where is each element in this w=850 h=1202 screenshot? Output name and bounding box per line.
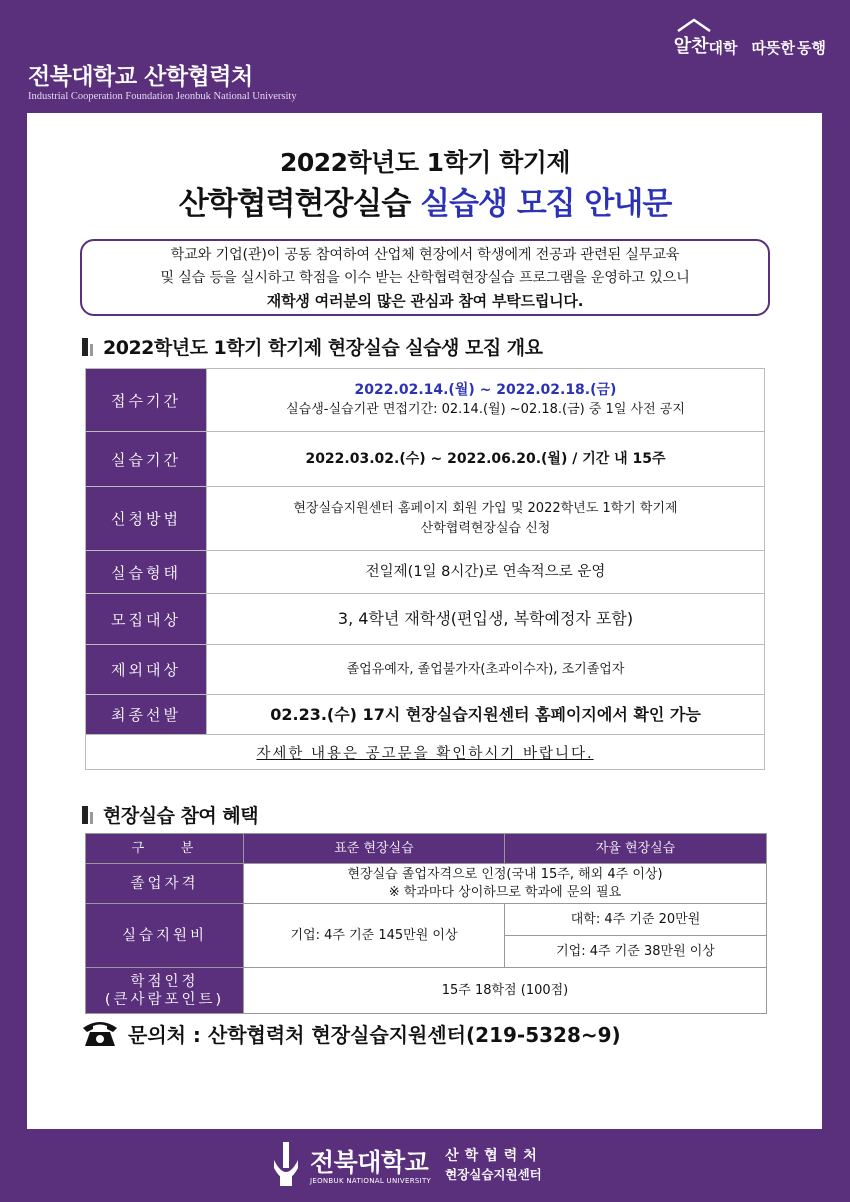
contact-text: 문의처 : 산학협력처 현장실습지원센터(219-5328~9) [128, 1022, 621, 1047]
intro-line3: 재학생 여러분의 많은 관심과 참여 부탁드립니다. [266, 292, 584, 310]
table-row [86, 487, 765, 551]
row-value: 졸업유예자, 졸업불가자(초과이수자), 조기졸업자 [207, 645, 765, 695]
column-header: 구 분 [86, 834, 244, 864]
notice-note: 자세한 내용은 공고문을 확인하시기 바랍니다. [86, 735, 765, 770]
footer-univ-name: 전북대학교 [310, 1148, 429, 1177]
section2-heading [82, 801, 258, 828]
slogan-word-a: 알찬 [673, 36, 709, 57]
table-row [86, 594, 765, 645]
row-key: 제외대상 [86, 645, 207, 695]
row-value: 02.23.(수) 17시 현장실습지원센터 홈페이지에서 확인 가능 [207, 695, 765, 735]
footer-dept: 산학협력처 [445, 1148, 543, 1164]
notice-title-line1: 2022학년도 1학기 학기제 [279, 148, 571, 177]
row-value: 현장실습 졸업자격으로 인정(국내 15주, 해외 4주 이상) ※ 학과마다 상이하므로 학과에 문의 필요 [244, 864, 767, 904]
row-value: 2022.02.14.(월) ~ 2022.02.18.(금) 실습생-실습기관 면접기간: 02.14.(월) ~02.18.(금) 중 1일 사전 공지 [207, 369, 765, 432]
footer-univ-name-en: JEONBUK NATIONAL UNIVERSITY [310, 1177, 432, 1185]
overview-table [85, 368, 765, 770]
row-value: 전일제(1일 8시간)로 연속적으로 운영 [207, 551, 765, 594]
row-value: 2022.03.02.(수) ~ 2022.06.20.(월) / 기간 내 15주 [207, 432, 765, 487]
row-key: 실습형태 [86, 551, 207, 594]
title-plain: 산학협력현장실습 [178, 186, 411, 222]
table-row [86, 904, 767, 936]
section1-heading [82, 333, 543, 360]
university-emblem-icon [272, 1140, 300, 1188]
table-row [86, 432, 765, 487]
row-key: 최종선발 [86, 695, 207, 735]
section-marker-icon [82, 806, 93, 824]
slogan-word-b: 대학 [708, 39, 738, 57]
notice-title-line2 [0, 178, 850, 223]
row-value: 기업: 4주 기준 145만원 이상 [244, 904, 505, 968]
column-header: 표준 현장실습 [244, 834, 505, 864]
row-value: 기업: 4주 기준 38만원 이상 [505, 936, 767, 968]
row-value: 현장실습지원센터 홈페이지 회원 가입 및 2022학년도 1학기 학기제 산학협력현장실습 신청 [207, 487, 765, 551]
intro-line1: 학교와 기업(관)이 공동 참여하여 산업체 현장에서 학생에게 전공과 관련된 실무교육 [170, 247, 680, 263]
table-header-row [86, 834, 767, 864]
row-value: 3, 4학년 재학생(편입생, 복학예정자 포함) [207, 594, 765, 645]
row-key: 실습지원비 [86, 904, 244, 968]
footer-center: 현장실습지원센터 [445, 1167, 542, 1182]
intro-line2: 및 실습 등을 실시하고 학점을 이수 받는 산학협력현장실습 프로그램을 운영하고 있으니 [160, 270, 690, 286]
row-key: 학점인정 (큰사람포인트) [86, 968, 244, 1014]
table-row [86, 369, 765, 432]
contact-line [80, 1018, 621, 1048]
footer-logo [272, 1140, 543, 1188]
section-marker-icon [82, 338, 93, 356]
row-key: 졸업자격 [86, 864, 244, 904]
table-row [86, 735, 765, 770]
row-key: 신청방법 [86, 487, 207, 551]
column-header: 자율 현장실습 [505, 834, 767, 864]
row-key: 접수기간 [86, 369, 207, 432]
section1-title: 2022학년도 1학기 학기제 현장실습 실습생 모집 개요 [103, 337, 543, 359]
table-row [86, 695, 765, 735]
table-row [86, 864, 767, 904]
row-value: 대학: 4주 기준 20만원 [505, 904, 767, 936]
section2-title: 현장실습 참여 혜택 [103, 805, 259, 827]
table-row [86, 551, 765, 594]
benefits-table [85, 833, 767, 1014]
slogan-word-c: 따뜻한 [751, 39, 796, 57]
org-subtitle-en: Industrial Cooperation Foundation Jeonbuk National University [28, 91, 297, 102]
row-key: 모집대상 [86, 594, 207, 645]
intro-box [80, 239, 770, 316]
slogan-word-d: 동행 [797, 39, 826, 57]
house-icon [676, 18, 712, 32]
row-value: 15주 18학점 (100점) [244, 968, 767, 1014]
row-key: 실습기간 [86, 432, 207, 487]
table-row [86, 968, 767, 1014]
telephone-icon [80, 1018, 120, 1048]
slogan [674, 32, 826, 58]
org-title: 전북대학교 산학협력처 [28, 64, 253, 90]
title-highlight: 실습생 모집 안내문 [420, 186, 672, 222]
table-row [86, 645, 765, 695]
